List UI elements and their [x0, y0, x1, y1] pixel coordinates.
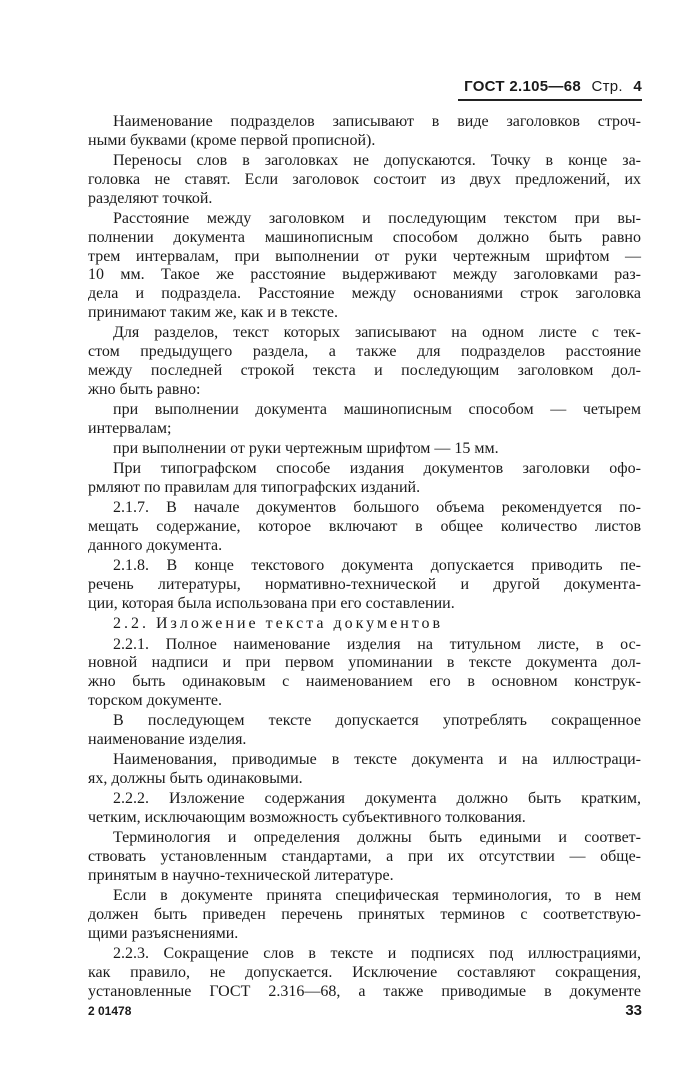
text-line: В последующем тексте допускается употреблять сокращенное — [113, 712, 641, 730]
paragraph — [88, 887, 641, 943]
text-line: данного документа. — [88, 537, 223, 555]
text-line: 2.2.2. Изложение содержания документа должно быть кратким, — [113, 790, 641, 808]
text-line: 10 мм. Такое же расстояние выдерживают между заголовками раз- — [88, 266, 641, 284]
text-line: щими разъяснениями. — [88, 924, 239, 942]
paragraph — [88, 636, 641, 711]
text-line: 2.1.7. В начале документов большого объема рекомендуется по- — [113, 499, 641, 517]
text-line: новной надписи и при первом упоминании в тексте документа дол- — [88, 654, 641, 672]
paragraph — [88, 324, 641, 399]
standard-number: ГОСТ 2.105—68 — [464, 78, 581, 95]
paragraph — [88, 499, 641, 555]
paragraph — [88, 152, 641, 208]
paragraph — [88, 829, 641, 885]
paragraph — [88, 945, 641, 1001]
text-line: торском документе. — [88, 691, 223, 709]
text-line: четким, исключающим возможность субъективного толкования. — [88, 809, 526, 827]
paragraph — [88, 712, 641, 750]
text-line: рмляют по правилам для типографских изданий. — [88, 479, 421, 497]
text-line: установленные ГОСТ 2.316—68, а также приводимые в документе — [88, 982, 641, 1000]
text-line: стом предыдущего раздела, а также для подразделов расстояние — [88, 343, 641, 361]
text-line: Переносы слов в заголовках не допускаются. Точку в конце за- — [113, 152, 641, 170]
text-line: речень литературы, нормативно-технической и другой документа- — [88, 576, 641, 594]
page-number: 4 — [633, 78, 642, 95]
text-line: При типографском способе издания документов заголовки офо- — [113, 460, 641, 478]
text-line: ции, которая была использована при его составлении. — [88, 594, 455, 612]
text-line: Расстояние между заголовком и последующим текстом при вы- — [113, 209, 641, 227]
text-line: разделяют точкой. — [88, 189, 213, 207]
text-line: принимают таким же, как и в тексте. — [88, 303, 338, 321]
section-heading — [88, 615, 641, 634]
paragraph — [88, 440, 641, 459]
text-line: 2.2.1. Полное наименование изделия на титульном листе, в ос- — [113, 635, 641, 653]
running-header — [458, 78, 642, 101]
folio-number: 33 — [625, 1002, 642, 1019]
document-body — [88, 113, 641, 1003]
text-line: наименование изделия. — [88, 731, 247, 748]
text-line: при выполнении документа машинописным способом — четырем — [113, 400, 641, 418]
page-label: Стр. — [591, 78, 623, 95]
paragraph — [88, 751, 641, 789]
paragraph — [88, 113, 641, 151]
text-line: интервалам; — [88, 419, 172, 437]
text-line: должен быть приведен перечень принятых терминов с соответствую- — [88, 906, 641, 924]
text-line: между последней строкой текста и последующим заголовком дол- — [88, 361, 641, 379]
paragraph — [88, 210, 641, 323]
text-line: Если в документе принята специфическая терминология, то в нем — [113, 887, 641, 905]
text-line: ствовать установленным стандартами, а при их отсутствии — обще- — [88, 848, 641, 866]
text-line: дела и подраздела. Расстояние между основаниями строк заголовка — [88, 285, 641, 303]
text-line: ях, должны быть одинаковыми. — [88, 770, 303, 788]
text-line: 2.2. Изложение текста документов — [113, 615, 444, 633]
text-line: Наименование подразделов записывают в виде заголовков строч- — [113, 113, 641, 130]
text-line: жно быть одинаковым с наименованием его в основном конструк- — [88, 673, 641, 691]
paragraph — [88, 790, 641, 828]
text-line: Для разделов, текст которых записывают на одном листе с тек- — [113, 324, 641, 342]
text-line: полнении документа машинописным способом должно быть равно — [88, 228, 641, 246]
paragraph — [88, 460, 641, 498]
text-line: Наименования, приводимые в тексте документа и на иллюстраци- — [113, 751, 641, 769]
text-line: 2.2.3. Сокращение слов в тексте и подписях под иллюстрациями, — [113, 945, 641, 963]
text-line: ными буквами (кроме первой прописной). — [88, 131, 376, 149]
text-line: головка не ставят. Если заголовок состоит из двух предложений, их — [88, 170, 641, 188]
text-line: трем интервалам, при выполнении от руки чертежным шрифтом — — [88, 247, 641, 265]
text-line: принятым в научно-технической литературе. — [88, 867, 394, 885]
print-code: 2 01478 — [88, 1004, 132, 1018]
text-line: Терминология и определения должны быть едиными и соответ- — [113, 829, 641, 847]
paragraph — [88, 401, 641, 439]
text-line: 2.1.8. В конце текстового документа допускается приводить пе- — [113, 557, 641, 575]
text-line: при выполнении от руки чертежным шрифтом — 15 мм. — [113, 440, 499, 458]
text-line: жно быть равно: — [88, 380, 201, 398]
text-line: мещать содержание, которое включают в общее количество листов — [88, 518, 641, 536]
paragraph — [88, 557, 641, 613]
text-line: как правило, не допускается. Исключение составляют сокращения, — [88, 964, 641, 982]
